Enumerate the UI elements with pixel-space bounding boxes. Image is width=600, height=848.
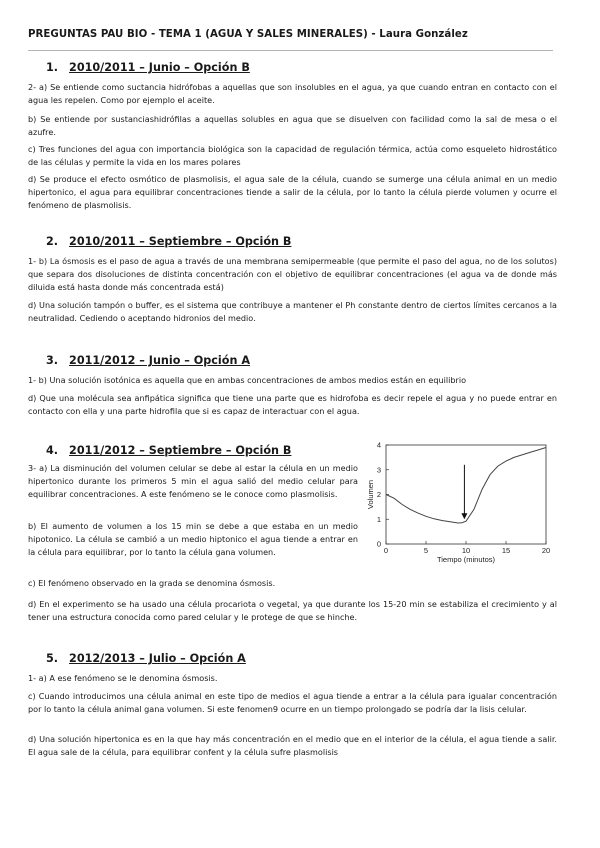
page-header: PREGUNTAS PAU BIO - TEMA 1 (AGUA Y SALES MINERALES) - Laura González bbox=[28, 29, 468, 40]
paragraph: d) Una solución tampón o buffer, es el sistema que contribuye a mantener el Ph constante dentro de ciertos límites cercanos a la neutralidad. Cediendo o aceptando hidronios del medio. bbox=[28, 300, 557, 323]
section-title-text: 2010/2011 – Junio – Opción B bbox=[69, 61, 250, 74]
paragraph: d) Una solución hipertonica es en la que hay más concentración en el medio que en el interior de la célula, el agua tiende a salir. El agua sale de la célula, para equilibrar confent y la célula sufre plasmolisis bbox=[28, 734, 557, 757]
paragraph: d) En el experimento se ha usado una célula procariota o vegetal, ya que durante los 15-20 min se estabiliza el crecimiento y al tener una estructura conocida como pared celular y le protege de que se hinche. bbox=[28, 599, 557, 622]
x-tick-label: 15 bbox=[501, 546, 511, 555]
y-tick-label: 2 bbox=[376, 490, 381, 499]
paragraph: b) El aumento de volumen a los 15 min se debe a que estaba en un medio hipotonico. La célula se cambió a un medio hiptonico el agua tiende a entrar en la célula para equilibrar, por lo tanto la célula gana volumen. bbox=[28, 521, 358, 557]
section-title-text: 2012/2013 – Julio – Opción A bbox=[69, 652, 246, 665]
section-title-text: 2011/2012 – Septiembre – Opción B bbox=[69, 444, 292, 457]
x-tick-label: 0 bbox=[383, 546, 389, 555]
paragraph: c) Cuando introducimos una célula animal en este tipo de medios el agua tiende a entrar a la célula para igualar concentración por lo tanto la célula animal gana volumen. Si este fenomen9 ocurre en un tiempo prolongado se podría dar la lisis celular. bbox=[28, 691, 557, 714]
x-axis-label: Tiempo (minutos) bbox=[436, 555, 496, 564]
section-5-title bbox=[46, 652, 246, 665]
paragraph: c) El fenómeno observado en la grada se denomina ósmosis. bbox=[28, 578, 276, 588]
paragraph: c) Tres funciones del agua con importancia biológica son la capacidad de regulación térmica, actúa como esqueleto hidrostático de las células y permite la vida en los mares polares bbox=[28, 144, 557, 167]
x-tick-label: 10 bbox=[461, 546, 471, 555]
x-tick-label: 5 bbox=[423, 546, 429, 555]
section-title-text: 2011/2012 – Junio – Opción A bbox=[69, 354, 250, 367]
chart-svg bbox=[366, 440, 552, 566]
series-line bbox=[386, 448, 546, 524]
paragraph: 3- a) La disminución del volumen celular se debe al estar la célula en un medio hipertonico durante los primeros 5 min el agua salió del medio celular para equilibrar concentraciones. A este fenómeno se le conoce como plasmolisis. bbox=[28, 463, 358, 499]
section-3-title bbox=[46, 354, 250, 367]
paragraph: 2- a) Se entiende como suctancia hidrófobas a aquellas que son insolubles en el agua, ya que cuando entran en contacto con el agua les repelen. Como por ejemplo el aceite. bbox=[28, 82, 557, 105]
section-number: 4. bbox=[46, 444, 59, 457]
plot-frame bbox=[386, 445, 546, 544]
paragraph: b) Se entiende por sustanciashidrófilas a aquellas solubles en agua que se disuelven con facilidad como la sal de mesa o el azufre. bbox=[28, 114, 557, 137]
paragraph: d) Se produce el efecto osmótico de plasmolisis, el agua sale de la célula, cuando se sumerge una célula animal en un medio hipertonico, el agua para equilibrar concentraciones tiende a salir de la célula, por lo tanto la célula pierde volumen y ocurre el fenómeno de plasmolisis. bbox=[28, 174, 557, 210]
paragraph: 1- b) Una solución isotónica es aquella que en ambas concentraciones de ambos medios están en equilibrio bbox=[28, 375, 467, 385]
y-tick-label: 3 bbox=[376, 465, 381, 475]
y-tick-label: 4 bbox=[376, 440, 381, 450]
header-divider bbox=[28, 50, 553, 51]
section-2-title bbox=[46, 235, 291, 248]
section-number: 5. bbox=[46, 652, 59, 665]
volume-time-chart bbox=[366, 440, 552, 566]
section-number: 1. bbox=[46, 61, 59, 74]
section-number: 2. bbox=[46, 235, 59, 248]
section-1-title bbox=[46, 61, 250, 74]
y-axis-label: Volumen bbox=[366, 479, 375, 510]
paragraph: 1- b) La ósmosis es el paso de agua a través de una membrana semipermeable (que permite el paso del agua, no de los solutos) que separa dos disoluciones de distinta concentración con el objetivo de equilibrar concentraciones (el agua va de donde más diluida está hasta donde más concentrada está) bbox=[28, 256, 557, 292]
section-number: 3. bbox=[46, 354, 59, 367]
y-tick-label: 1 bbox=[376, 514, 381, 524]
section-4-title bbox=[46, 444, 291, 457]
paragraph: 1- a) A ese fenómeno se le denomina ósmosis. bbox=[28, 673, 218, 683]
x-tick-label: 20 bbox=[541, 546, 551, 555]
arrow-head bbox=[461, 513, 467, 519]
y-tick-label: 0 bbox=[376, 539, 381, 549]
section-title-text: 2010/2011 – Septiembre – Opción B bbox=[69, 235, 292, 248]
paragraph: d) Que una molécula sea anfipática significa que tiene una parte que es hidrofoba es decir repele el agua y no puede entrar en contacto con ella y una parte hidrofila que si es capaz de interactuar con el agua. bbox=[28, 393, 557, 416]
